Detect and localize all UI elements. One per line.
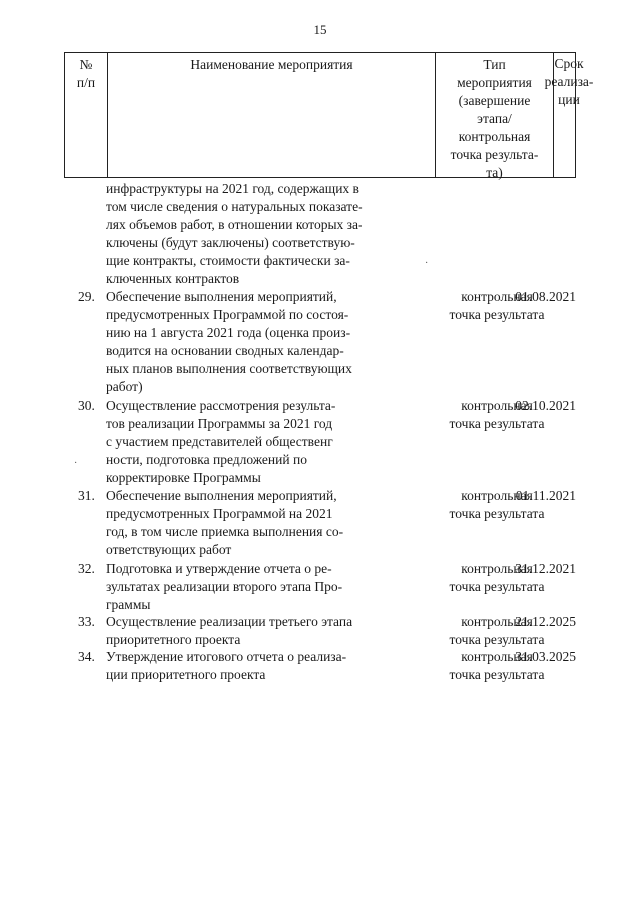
name-line: Осуществление реализации третьего этапа xyxy=(106,614,353,629)
type-line: точка результата xyxy=(449,416,545,431)
name-line: с участием представителей общественг xyxy=(106,434,333,449)
row-date: 31.03.2025 xyxy=(515,649,576,664)
header-type-line: Тип xyxy=(483,57,506,72)
name-line: ответствующих работ xyxy=(106,542,232,557)
header-num-line: № xyxy=(79,57,93,72)
table-header xyxy=(64,52,576,178)
name-line: нию на 1 августа 2021 года (оценка произ- xyxy=(106,325,351,340)
row-date: 02.10.2021 xyxy=(515,398,576,413)
name-line: работ) xyxy=(106,379,143,394)
row-number: 30. xyxy=(78,398,95,413)
name-line: том числе сведения о натуральных показате- xyxy=(106,199,363,214)
row-number: 31. xyxy=(78,488,95,503)
header-type-line: точка результа- xyxy=(450,147,539,162)
name-line: ных планов выполнения соответствующих xyxy=(106,361,352,376)
name-line: ции приоритетного проекта xyxy=(106,667,266,682)
row-name xyxy=(106,613,434,649)
type-line: контрольная xyxy=(461,614,533,629)
name-line: ключенных контрактов xyxy=(106,271,240,286)
row-date: 31.12.2021 xyxy=(515,561,576,576)
type-line: точка результата xyxy=(449,506,545,521)
type-line: контрольная xyxy=(461,398,533,413)
header-num-column xyxy=(65,53,107,177)
header-term-line: Срок xyxy=(554,56,584,71)
type-line: точка результата xyxy=(449,579,545,594)
type-line: контрольная xyxy=(461,488,533,503)
type-line: точка результата xyxy=(449,632,545,647)
row-name xyxy=(106,288,434,396)
type-line: точка результата xyxy=(449,307,545,322)
row-name xyxy=(106,487,434,559)
name-line: год, в том числе приемка выполнения со- xyxy=(106,524,344,539)
name-line: инфраструктуры на 2021 год, содержащих в xyxy=(106,181,359,196)
header-term-line: ции xyxy=(558,92,580,107)
header-name-column xyxy=(107,53,435,177)
header-type-line: (завершение xyxy=(458,93,531,108)
row-number: 33. xyxy=(78,614,95,629)
header-type-line: этапа/ xyxy=(477,111,512,126)
row-name xyxy=(106,648,434,684)
type-line: точка результата xyxy=(449,667,545,682)
name-line: лях объемов работ, в отношении которых за- xyxy=(106,217,363,232)
name-line: ности, подготовка предложений по xyxy=(106,452,307,467)
name-line: Обеспечение выполнения мероприятий, xyxy=(106,289,337,304)
name-line: ключены (будут заключены) соответствую- xyxy=(106,235,355,250)
name-line: зультатах реализации второго этапа Про- xyxy=(106,579,343,594)
name-line: граммы xyxy=(106,597,151,612)
name-line: Утверждение итогового отчета о реализа- xyxy=(106,649,347,664)
row-date: 01.11.2021 xyxy=(515,488,576,503)
page-number: 15 xyxy=(313,22,327,37)
header-num-line: п/п xyxy=(76,75,96,90)
type-line: контрольная xyxy=(461,649,533,664)
name-line: щие контракты, стоимости фактически за- xyxy=(106,253,350,268)
name-line: водится на основании сводных календар- xyxy=(106,343,344,358)
name-line: Подготовка и утверждение отчета о ре- xyxy=(106,561,332,576)
row-number: 32. xyxy=(78,561,95,576)
header-term-text xyxy=(524,55,614,109)
header-name-line: Наименование мероприятия xyxy=(190,57,353,72)
header-type-line: контрольная xyxy=(458,129,531,144)
scan-speck: · xyxy=(425,258,429,269)
scan-speck: · xyxy=(74,458,78,469)
row-date: 21.12.2025 xyxy=(515,614,576,629)
row-number: 29. xyxy=(78,289,95,304)
header-term-line: реализа- xyxy=(544,74,594,89)
name-line: предусмотренных Программой по состоя- xyxy=(106,307,349,322)
type-line: контрольная xyxy=(461,289,533,304)
name-line: тов реализации Программы за 2021 год xyxy=(106,416,333,431)
row-number: 34. xyxy=(78,649,95,664)
header-type-line: та) xyxy=(486,165,503,180)
continuation-text xyxy=(106,180,434,288)
name-line: Обеспечение выполнения мероприятий, xyxy=(106,488,337,503)
name-line: предусмотренных Программой на 2021 xyxy=(106,506,333,521)
row-date: 01.08.2021 xyxy=(515,289,576,304)
type-line: контрольная xyxy=(461,561,533,576)
row-name xyxy=(106,560,434,614)
header-type-line: мероприятия xyxy=(457,75,532,90)
name-line: приоритетного проекта xyxy=(106,632,241,647)
name-line: корректировке Программы xyxy=(106,470,261,485)
row-name xyxy=(106,397,434,487)
name-line: Осуществление рассмотрения результа- xyxy=(106,398,336,413)
